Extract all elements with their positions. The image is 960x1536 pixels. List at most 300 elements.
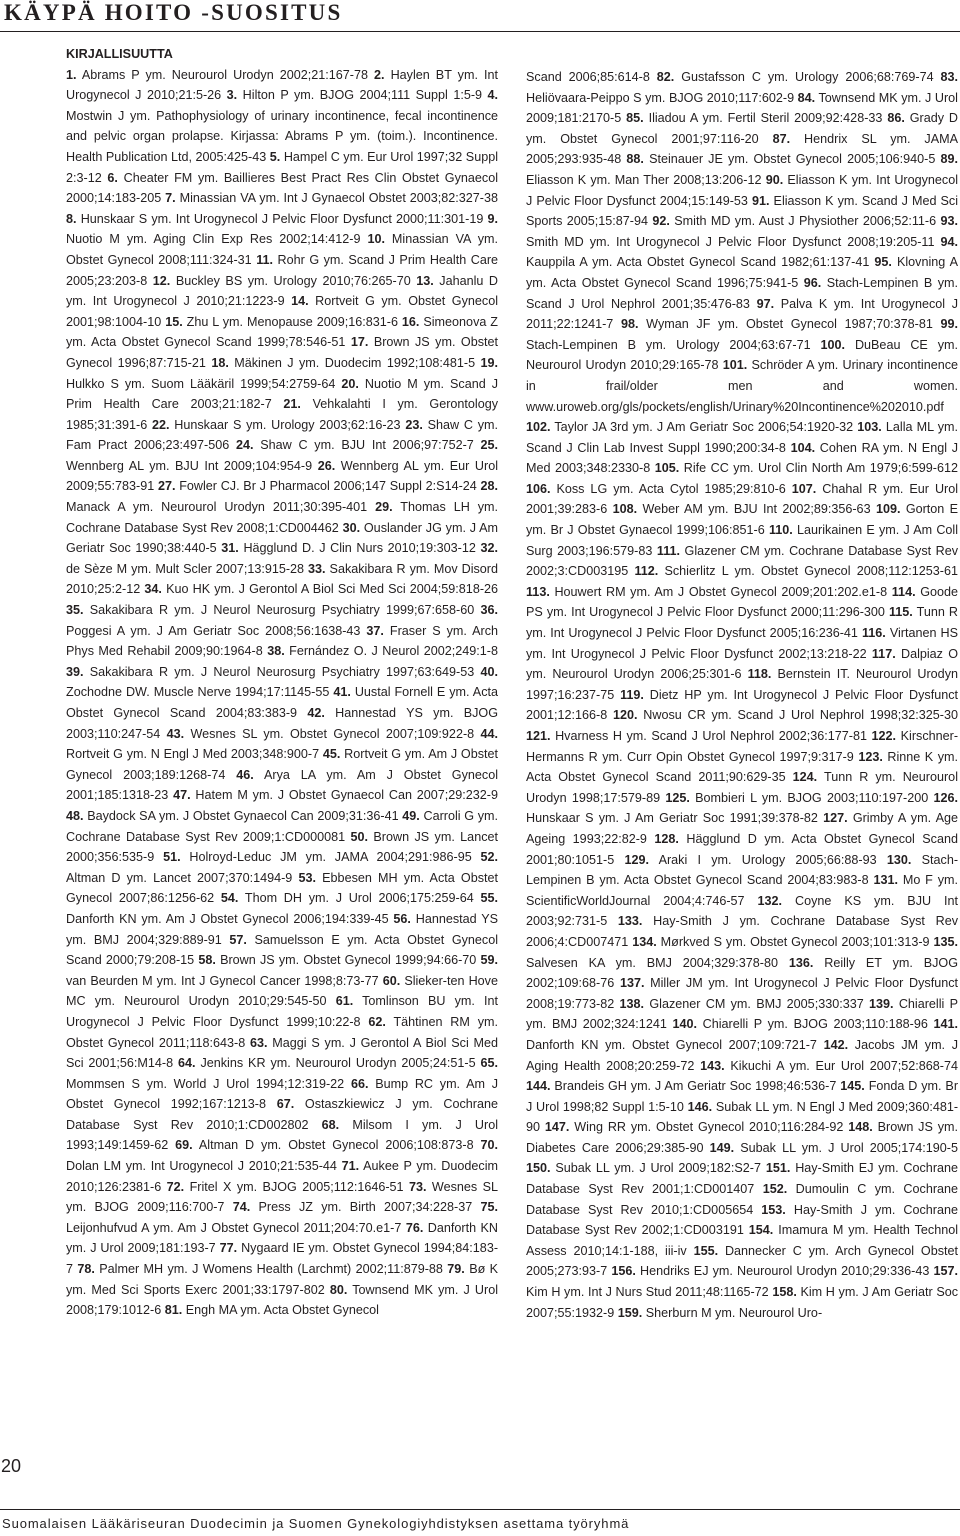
- reference-number: 73.: [408, 1179, 427, 1194]
- reference-number: 99.: [940, 317, 959, 332]
- reference-text: Mo F ym. ScientificWorldJournal 2004;4:746-57: [526, 873, 958, 908]
- reference-text: Mommsen S ym. World J Urol 1994;12:319-22: [66, 1076, 345, 1091]
- reference-number: 107.: [791, 481, 817, 496]
- reference-text: Hilton P ym. BJOG 2004;111 Suppl 1:5-9: [242, 88, 483, 103]
- reference-number: 17.: [350, 335, 369, 350]
- reference-text: Cheater FM ym. Baillieres Best Pract Res Clin Obstet Gynaecol 2000;14:183-205: [66, 170, 499, 206]
- reference-text: Aukee P ym. Duodecim 2010;126:2381-6: [66, 1159, 498, 1194]
- reference-number: 78.: [77, 1262, 95, 1277]
- reference-number: 103.: [857, 420, 882, 435]
- references-list-left: [66, 65, 498, 1321]
- reference-number: 5.: [269, 149, 281, 164]
- references-column-right: [526, 67, 958, 1323]
- reference-number: 143.: [700, 1058, 725, 1073]
- reference-text: Glazener CM ym. Cochrane Database Syst Rev 2002;3:CD003195: [526, 543, 959, 579]
- reference-text: Rinne K ym. Acta Obstet Gynecol Scand 2011;90:629-35: [526, 749, 959, 785]
- reference-text: Nygaard IE ym. Obstet Gynecol 1994;84:183-7: [66, 1241, 499, 1277]
- reference-number: 50.: [350, 829, 369, 844]
- reference-number: 79.: [447, 1262, 465, 1277]
- reference-number: 25.: [480, 438, 499, 453]
- reference-number: 141.: [933, 1017, 958, 1032]
- reference-number: 112.: [634, 564, 659, 579]
- reference-number: 124.: [792, 770, 818, 785]
- reference-text: Stach-Lempinen B ym. Scand J Urol Nephrol 2001;35:476-83: [526, 275, 958, 311]
- reference-text: Subak LL ym. J Urol 2005;174:190-5: [740, 1140, 959, 1155]
- reference-text: Hulkko S ym. Suom Lääkäril 1999;54:2759-64: [66, 376, 336, 391]
- reference-text: Shaw C ym. BJU Int 2006;97:752-7: [260, 438, 474, 453]
- reference-number: 11.: [256, 252, 274, 267]
- reference-number: 67.: [276, 1097, 295, 1112]
- reference-number: 147.: [544, 1120, 570, 1135]
- reference-number: 72.: [166, 1179, 185, 1194]
- reference-number: 48.: [66, 808, 84, 823]
- reference-text: Hay-Smith J ym. Cochrane Database Syst Rev 2006;4:CD007471: [526, 914, 959, 949]
- reference-text: Simeonova Z ym. Acta Obstet Gynecol Scand 1999;78:546-51: [66, 314, 498, 350]
- reference-text: Sherburn M ym. Neurourol Uro-: [645, 1305, 823, 1320]
- reference-text: Fernández O. J Neurol 2002;249:1-8: [289, 644, 499, 659]
- reference-text: Ostaszkiewicz J ym. Cochrane Database Syst Rev 2010;1:CD002802: [66, 1097, 499, 1132]
- reference-number: 47.: [173, 788, 191, 803]
- reference-number: 111.: [656, 543, 681, 558]
- reference-text: Tomlinson BU ym. Int Urogynecol J Pelvic Floor Dysfunct 1999;10:22-8: [66, 994, 498, 1029]
- reference-number: 27.: [157, 479, 176, 494]
- reference-text: Wesnes SL ym. Obstet Gynecol 2007;109:922-8: [190, 726, 475, 741]
- reference-text: Brown JS ym. Lancet 2000;356:535-9: [66, 829, 498, 865]
- reference-text: Minassian VA ym. Obstet Gynecol 2008;111:324-31: [66, 232, 499, 267]
- reference-text: Taylor JA 3rd ym. J Am Geriatr Soc 2006;54:1920-32: [554, 420, 854, 435]
- reference-number: 53.: [298, 870, 316, 885]
- reference-number: 49.: [402, 808, 420, 823]
- reference-text: Wing RR ym. Obstet Gynecol 2010;116:284-92: [574, 1120, 844, 1135]
- reference-number: 127.: [823, 811, 848, 826]
- reference-text: Buckley BS ym. Urology 2010;76:265-70: [175, 273, 411, 288]
- reference-text: Fonda D ym. Br J Urol 1998;82 Suppl 1:5-10: [526, 1079, 959, 1114]
- reference-text: Poggesi A ym. J Am Geriatr Soc 2008;56:1638-43: [66, 623, 361, 638]
- reference-text: Chiarelli P ym. BMJ 2002;324:1241: [526, 996, 959, 1032]
- reference-number: 65.: [480, 1056, 499, 1071]
- reference-text: Kuo HK ym. J Gerontol A Biol Sci Med Sci 2004;59:818-26: [166, 582, 499, 597]
- reference-number: 106.: [526, 481, 551, 496]
- reference-text: Jenkins KR ym. Neurourol Urodyn 2005;24:51-5: [200, 1056, 476, 1071]
- reference-text: Fowler CJ. Br J Pharmacol 2006;147 Suppl 2:S14-24: [179, 479, 477, 494]
- reference-number: 121.: [526, 729, 551, 743]
- reference-text: Houwert RM ym. Am J Obstet Gynecol 2009;201:202.e1-8: [554, 584, 888, 599]
- reference-text: Kim H ym. Int J Nurs Stud 2011;48:1165-72: [526, 1285, 769, 1300]
- reference-text: Wesnes SL ym. BJOG 2009;116:700-7: [66, 1179, 499, 1215]
- reference-number: 95.: [874, 255, 892, 270]
- reference-number: 123.: [858, 749, 883, 764]
- reference-text: Hägglund D ym. Acta Obstet Gynecol Scand 2001;80:1051-5: [526, 831, 958, 867]
- reference-number: 45.: [322, 747, 341, 762]
- reference-number: 126.: [933, 790, 959, 805]
- reference-text: Weber AM ym. BJU Int 2002;89:356-63: [642, 502, 871, 517]
- reference-text: Jahanlu D ym. Int Urogynecol J 2010;21:1223-9: [66, 273, 499, 309]
- reference-number: 84.: [797, 90, 816, 105]
- reference-text: Klovning A ym. Acta Obstet Gynecol Scand 1996;75:941-5: [526, 255, 959, 290]
- reference-number: 115.: [888, 605, 913, 620]
- reference-text: Kim H ym. J Am Geriatr Soc 2007;55:1932-9: [526, 1285, 959, 1320]
- reference-number: 43.: [166, 726, 185, 741]
- reference-text: Kirschner-Hermanns R ym. Curr Opin Obstet Gynecol 1997;9:317-9: [526, 729, 959, 764]
- reference-number: 28.: [480, 479, 499, 494]
- reference-number: 149.: [709, 1140, 735, 1155]
- reference-number: 122.: [871, 729, 897, 743]
- reference-number: 6.: [107, 170, 118, 185]
- reference-number: 74.: [232, 1200, 251, 1215]
- reference-text: Smith MD ym. Int Urogynecol J Pelvic Floor Dysfunct 2008;19:205-11: [526, 234, 935, 249]
- reference-text: Townsend MK ym. J Urol 2008;179:1012-6: [66, 1282, 498, 1318]
- reference-text: Zochodne DW. Muscle Nerve 1994;17:1145-55: [66, 685, 330, 700]
- reference-number: 18.: [211, 355, 229, 370]
- reference-number: 36.: [480, 603, 499, 618]
- reference-text: Gorton E ym. Br J Obstet Gynaecol 1999;106:851-6: [526, 502, 959, 538]
- reference-text: Vehkalahti I ym. Gerontology 1985;31:391-6: [66, 397, 499, 432]
- reference-text: Lalla ML ym. Scand J Clin Lab Invest Suppl 1990;200:34-8: [526, 420, 959, 455]
- reference-text: Altman D ym. Lancet 2007;370:1494-9: [66, 870, 293, 885]
- reference-text: Smith MD ym. Aust J Physiother 2006;52:11-6: [674, 214, 937, 229]
- footer-text: Suomalaisen Lääkäriseuran Duodecimin ja Suomen Gynekologiyhdistyksen asettama työryhmä: [2, 1516, 630, 1531]
- reference-text: Steinauer JE ym. Obstet Gynecol 2005;106:940-5: [649, 152, 936, 167]
- reference-number: 13.: [416, 273, 434, 288]
- reference-number: 1.: [66, 67, 77, 82]
- reference-number: 8.: [66, 211, 77, 226]
- reference-number: 93.: [940, 214, 959, 229]
- reference-text: Holroyd-Leduc JM ym. JAMA 2004;291:986-95: [189, 850, 472, 865]
- reference-number: 29.: [375, 500, 393, 515]
- reference-number: 118.: [747, 667, 772, 682]
- reference-number: 82.: [656, 70, 675, 84]
- reference-number: 86.: [887, 111, 905, 126]
- reference-number: 15.: [165, 314, 183, 329]
- reference-text: Grimby A ym. Age Ageing 1993;22:82-9: [526, 811, 958, 846]
- reference-number: 14.: [291, 294, 309, 309]
- reference-text: Abrams P ym. Neurourol Urodyn 2002;21:167-78: [81, 67, 368, 82]
- reference-text: Mostwin J ym. Pathophysiology of urinary incontinence, fecal incontinence and pelvic organ prolapse. Kirjassa: Abrams P ym. (toim.). Incontinence. Health Publication Ltd, 2005:425-43: [66, 108, 498, 164]
- reference-number: 7.: [165, 191, 176, 206]
- reference-text: Uustal Fornell E ym. Acta Obstet Gynecol Scand 2004;83:383-9: [66, 685, 498, 720]
- header-divider: [0, 31, 960, 32]
- reference-number: 136.: [788, 955, 814, 970]
- reference-text: Townsend MK ym. J Urol 2009;181:2170-5: [526, 90, 958, 126]
- reference-number: 40.: [480, 664, 499, 679]
- reference-number: 31.: [221, 541, 239, 556]
- reference-number: 146.: [687, 1099, 713, 1114]
- reference-number: 59.: [480, 953, 499, 968]
- reference-number: 150.: [526, 1161, 551, 1176]
- reference-number: 46.: [236, 767, 254, 782]
- reference-text: Sakakibara R ym. Mov Disord 2010;25:2-12: [66, 561, 499, 597]
- reference-number: 138.: [619, 996, 645, 1011]
- reference-text: Mäkinen J ym. Duodecim 1992;108:481-5: [234, 355, 476, 370]
- reference-text: Palmer MH ym. J Womens Health (Larchmt) 2002;11:879-88: [99, 1262, 443, 1277]
- reference-text: Samuelsson E ym. Acta Obstet Gynecol Scand 2000;79:208-15: [66, 932, 499, 968]
- reference-text: Rife CC ym. Urol Clin North Am 1979;6:599-612: [683, 461, 958, 476]
- reference-number: 109.: [875, 502, 901, 517]
- reference-text: Mørkved S ym. Obstet Gynecol 2003;101:313-9: [660, 934, 930, 949]
- reference-text: van Beurden M ym. Int J Gynecol Cancer 1998;8:73-77: [66, 973, 379, 988]
- reference-text: Laurikainen E ym. J Am Coll Surg 2003;196:579-83: [526, 523, 959, 558]
- reference-number: 39.: [66, 664, 84, 679]
- reference-number: 51.: [163, 850, 181, 865]
- reference-continuation: Scand 2006;85:614-8: [526, 70, 650, 84]
- reference-number: 113.: [526, 584, 550, 599]
- reference-text: Coyne KS ym. BJU Int 2003;92:731-5: [526, 893, 959, 929]
- reference-number: 88.: [626, 152, 644, 167]
- reference-text: Rohr G ym. Scand J Prim Health Care 2005;23:203-8: [66, 252, 499, 288]
- reference-number: 9.: [487, 211, 499, 226]
- reference-number: 100.: [820, 337, 846, 352]
- reference-number: 91.: [751, 193, 770, 208]
- reference-text: Fraser S ym. Arch Phys Med Rehabil 2009;90:1964-8: [66, 623, 499, 659]
- reference-text: Dietz HP ym. Int Urogynecol J Pelvic Floor Dysfunct 2001;12:166-8: [526, 687, 959, 723]
- reference-number: 23.: [405, 417, 423, 432]
- reference-number: 117.: [871, 646, 896, 661]
- reference-number: 155.: [693, 1243, 719, 1258]
- reference-text: Chiarelli P ym. BJOG 2003;110:188-96: [702, 1017, 928, 1032]
- reference-number: 105.: [654, 461, 680, 476]
- reference-text: Baydock SA ym. J Obstet Gynaecol Can 2009;31:36-41: [87, 808, 399, 823]
- reference-number: 24.: [236, 438, 254, 453]
- reference-text: Hay-Smith EJ ym. Cochrane Database Syst Rev 2001;1:CD001407: [526, 1161, 959, 1197]
- reference-text: Rortveit G ym. Am J Obstet Gynecol 2003;189:1268-74: [66, 747, 499, 782]
- reference-number: 140.: [672, 1017, 697, 1032]
- reference-text: Brown JS ym. Obstet Gynecol 1999;94:66-70: [220, 953, 477, 968]
- reference-number: 52.: [480, 850, 499, 865]
- reference-number: 142.: [823, 1037, 849, 1052]
- reference-text: Eliasson K ym. Man Ther 2008;13:206-12: [526, 172, 762, 187]
- reference-text: Bø K ym. Med Sci Sports Exerc 2001;33:1797-802: [66, 1262, 499, 1297]
- reference-text: DuBeau CE ym. Neurourol Urodyn 2010;29:165-78: [526, 337, 959, 373]
- page-number: 20: [1, 1456, 22, 1476]
- reference-number: 68.: [321, 1117, 340, 1132]
- reference-number: 154.: [748, 1223, 774, 1238]
- reference-number: 101.: [722, 358, 748, 373]
- reference-number: 98.: [620, 317, 639, 332]
- references-list-right: [526, 67, 958, 1323]
- reference-number: 35.: [66, 603, 84, 618]
- reference-text: Palva K ym. Int Urogynecol J 2011;22:1241-7: [526, 296, 959, 332]
- reference-text: Wennberg AL ym. Eur Urol 2009;55:783-91: [66, 458, 499, 494]
- reference-number: 66.: [350, 1076, 369, 1091]
- reference-text: Hatem M ym. J Obstet Gynaecol Can 2007;29:232-9: [195, 788, 499, 803]
- reference-text: Salvesen KA ym. BMJ 2004;329:378-80: [526, 955, 779, 970]
- reference-text: Subak LL ym. J Urol 2009;182:S2-7: [555, 1161, 762, 1176]
- reference-number: 130.: [886, 852, 912, 867]
- reference-text: Zhu L ym. Menopause 2009;16:831-6: [186, 314, 398, 329]
- reference-number: 108.: [612, 502, 638, 517]
- reference-number: 69.: [175, 1138, 193, 1153]
- reference-number: 57.: [229, 932, 247, 947]
- reference-text: Eliasson K ym. Int Urogynecol J Pelvic Floor Dysfunct 2004;15:149-53: [526, 172, 959, 208]
- reference-number: 92.: [652, 214, 670, 229]
- reference-text: Rortveit G ym. Obstet Gynecol 2001;98:1004-10: [66, 294, 499, 329]
- reference-text: Reilly ET ym. BJOG 2002;109:68-76: [526, 955, 959, 991]
- reference-text: Hunskaar S ym. J Am Geriatr Soc 1991;39:378-82: [526, 811, 818, 826]
- reference-number: 75.: [480, 1200, 499, 1215]
- reference-text: Stach-Lempinen B ym. Acta Obstet Gynecol Scand 2004;83:983-8: [526, 852, 959, 888]
- reference-text: Dumoulin C ym. Cochrane Database Syst Rev 2010;1:CD005654: [526, 1182, 959, 1217]
- footer-divider: [0, 1509, 960, 1510]
- reference-number: 33.: [308, 561, 326, 576]
- reference-number: 153.: [761, 1202, 786, 1217]
- reference-number: 83.: [940, 70, 959, 84]
- reference-number: 110.: [768, 523, 793, 538]
- reference-number: 70.: [480, 1138, 499, 1153]
- reference-number: 158.: [772, 1285, 797, 1300]
- reference-text: Bump RC ym. Am J Obstet Gynecol 1992;167:1213-8: [66, 1076, 499, 1112]
- reference-number: 80.: [329, 1282, 348, 1297]
- reference-text: Chahal R ym. Eur Urol 2001;39:283-6: [526, 481, 959, 517]
- references-column-left: [66, 44, 498, 1321]
- reference-number: 157.: [933, 1264, 959, 1279]
- reference-number: 144.: [526, 1079, 551, 1094]
- reference-text: Hendriks EJ ym. Neurourol Urodyn 2010;29:336-43: [640, 1264, 930, 1279]
- reference-text: Nwosu CR ym. Scand J Urol Nephrol 1998;32:325-30: [643, 708, 959, 723]
- reference-number: 34.: [144, 582, 162, 597]
- reference-text: Milsom I ym. J Urol 1993;149:1459-62: [66, 1117, 498, 1153]
- reference-number: 38.: [267, 644, 285, 659]
- reference-number: 62.: [368, 1014, 386, 1029]
- reference-number: 77.: [219, 1241, 238, 1256]
- reference-text: Dolan LM ym. Int Urogynecol J 2010;21:535-44: [66, 1159, 337, 1174]
- reference-number: 76.: [405, 1220, 424, 1235]
- reference-text: Shaw C ym. Fam Pract 2006;23:497-506: [66, 417, 499, 453]
- reference-number: 90.: [765, 172, 784, 187]
- reference-text: Kauppila A ym. Acta Obstet Gynecol Scand 1982;61:137-41: [526, 255, 870, 270]
- reference-number: 89.: [940, 152, 959, 167]
- reference-text: Leijonhufvud A ym. Am J Obstet Gynecol 2011;204:70.e1-7: [66, 1220, 402, 1235]
- reference-text: Brandeis GH ym. J Am Geriatr Soc 1998;46:536-7: [554, 1079, 837, 1094]
- reference-text: Arya LA ym. Am J Obstet Gynecol 2001;185:1318-23: [66, 767, 498, 803]
- reference-text: Hunskaar S ym. Urology 2003;62:16-23: [174, 417, 401, 432]
- reference-text: Rortveit G ym. N Engl J Med 2003;348:900-7: [66, 747, 320, 762]
- reference-number: 26.: [317, 458, 336, 473]
- reference-text: Danforth KN ym. J Urol 2009;181:193-7: [66, 1220, 498, 1256]
- reference-number: 2.: [374, 67, 385, 82]
- reference-text: Hägglund D. J Clin Nurs 2010;19:303-12: [243, 541, 476, 556]
- reference-number: 55.: [480, 891, 498, 906]
- reference-text: Kikuchi A ym. Eur Urol 2007;52:868-74: [730, 1058, 958, 1073]
- reference-text: Maggi S ym. J Gerontol A Biol Sci Med Sci 2001;56:M14-8: [66, 1035, 499, 1071]
- reference-number: 120.: [613, 708, 638, 723]
- reference-text: Minassian VA ym. Int J Gynaecol Obstet 2003;82:327-38: [179, 191, 499, 206]
- reference-text: Thom DH ym. J Urol 2006;175:259-64: [244, 891, 474, 906]
- reference-number: 44.: [480, 726, 498, 741]
- reference-text: Subak LL ym. N Engl J Med 2009;360:481-90: [526, 1099, 959, 1135]
- reference-number: 129.: [624, 852, 650, 867]
- reference-number: 156.: [611, 1264, 636, 1279]
- reference-text: Tunn R ym. Neurourol Urodyn 1998;17:579-89: [526, 770, 958, 805]
- reference-number: 37.: [366, 623, 384, 638]
- reference-number: 114.: [891, 584, 916, 599]
- reference-number: 56.: [393, 911, 411, 926]
- reference-text: Sakakibara R ym. J Neurol Neurosurg Psychiatry 1999;67:658-60: [89, 603, 475, 618]
- reference-number: 104.: [790, 440, 816, 455]
- reference-text: Tähtinen RM ym. Obstet Gynecol 2011;118:643-8: [66, 1014, 498, 1050]
- reference-text: Bernstein IT. Neurourol Urodyn 1997;16:237-75: [526, 667, 958, 702]
- reference-text: Thomas LH ym. Cochrane Database Syst Rev 2008;1:CD004462: [66, 500, 498, 535]
- reference-number: 16.: [401, 314, 420, 329]
- reference-text: Koss LG ym. Acta Cytol 1985;29:810-6: [556, 481, 786, 496]
- reference-text: Jacobs JM ym. J Aging Health 2008;20:259-72: [526, 1037, 959, 1073]
- reference-number: 87.: [772, 131, 791, 146]
- reference-number: 58.: [198, 953, 216, 968]
- reference-number: 148.: [848, 1120, 873, 1135]
- reference-number: 64.: [178, 1056, 196, 1071]
- running-header-title: KÄYPÄ HOITO -SUOSITUS: [4, 0, 343, 25]
- reference-number: 116.: [861, 626, 886, 641]
- reference-text: Danforth KN ym. Am J Obstet Gynecol 2006;194:339-45: [66, 911, 389, 926]
- reference-text: Schierlitz L ym. Obstet Gynecol 2008;112:1253-61: [664, 564, 958, 579]
- reference-number: 32.: [480, 541, 499, 556]
- reference-text: Eliasson K ym. Scand J Med Sci Sports 2005;15:87-94: [526, 193, 959, 229]
- reference-text: Hannestad YS ym. BJOG 2003;110:247-54: [66, 706, 499, 741]
- reference-number: 71.: [341, 1159, 360, 1174]
- reference-text: Hendrix SL ym. JAMA 2005;293:935-48: [526, 131, 959, 167]
- reference-number: 97.: [756, 296, 775, 311]
- reference-text: Hampel C ym. Eur Urol 1997;32 Suppl 2:3-12: [66, 149, 499, 185]
- reference-text: Gustafsson C ym. Urology 2006;68:769-74: [681, 70, 934, 84]
- reference-text: Tunn R ym. Int Urogynecol J Pelvic Floor Dysfunct 2005;16:236-41: [526, 605, 958, 641]
- reference-text: Slieker-ten Hove MC ym. Neurourol Urodyn 2010;29:545-50: [66, 973, 498, 1009]
- reference-number: 152.: [762, 1182, 788, 1197]
- reference-number: 94.: [940, 234, 958, 249]
- reference-number: 133.: [617, 914, 643, 929]
- reference-text: Grady D ym. Obstet Gynecol 2001;97:116-20: [526, 111, 959, 146]
- reference-number: 54.: [220, 891, 239, 906]
- reference-text: Imamura M ym. Health Technol Assess 2010;14:1-188, iii-iv: [526, 1223, 959, 1258]
- reference-text: Haylen BT ym. Int Urogynecol J 2010;21:5-26: [66, 67, 498, 103]
- reference-number: 19.: [480, 355, 499, 370]
- reference-number: 102.: [526, 420, 551, 435]
- reference-number: 12.: [152, 273, 171, 288]
- reference-number: 63.: [249, 1035, 268, 1050]
- reference-text: Goode PS ym. Int Urogynecol J Pelvic Floor Dysfunct 2000;11:296-300: [526, 584, 959, 620]
- reference-text: Press JZ ym. Birth 2007;34:228-37: [258, 1200, 473, 1215]
- reference-text: Engh MA ym. Acta Obstet Gynecol: [185, 1303, 379, 1318]
- reference-text: Wyman JF ym. Obstet Gynecol 1987;70:378-81: [646, 317, 933, 332]
- reference-number: 10.: [367, 232, 385, 247]
- reference-number: 20.: [341, 376, 359, 391]
- reference-text: Manack A ym. Neurourol Urodyn 2011;30:395-401: [66, 500, 368, 515]
- reference-text: Altman D ym. Obstet Gynecol 2006;108:873-8: [198, 1138, 474, 1153]
- reference-number: 96.: [803, 275, 822, 290]
- reference-number: 134.: [632, 934, 657, 949]
- reference-text: Brown JS ym. Obstet Gynecol 1996;87:715-21: [66, 335, 499, 370]
- reference-number: 128.: [654, 831, 679, 846]
- reference-text: Dalpiaz O ym. Neurourol Urodyn 2006;25:301-6: [526, 646, 959, 682]
- reference-text: Iliadou A ym. Fertil Steril 2009;92:428-33: [648, 111, 883, 126]
- reference-number: 81.: [164, 1303, 183, 1318]
- reference-number: 119.: [620, 687, 644, 702]
- reference-text: de Sèze M ym. Mult Scler 2007;13:915-28: [66, 561, 305, 576]
- reference-number: 131.: [873, 873, 898, 888]
- reference-text: Stach-Lempinen B ym. Urology 2004;63:67-71: [526, 337, 811, 352]
- reference-text: Schröder A ym. Urinary incontinence in frail/older men and women. www.uroweb.org/gls/pockets/english/Urinary%20Incontinence%202010.pdf: [526, 358, 959, 414]
- reference-text: Cohen RA ym. N Engl J Med 2003;348:2330-8: [526, 440, 958, 476]
- reference-number: 41.: [333, 685, 351, 700]
- reference-text: Nuotio M ym. Aging Clin Exp Res 2002;14:412-9: [66, 232, 361, 247]
- reference-text: Fritel X ym. BJOG 2005;112:1646-51: [189, 1179, 404, 1194]
- reference-number: 137.: [619, 976, 645, 991]
- reference-text: Nuotio M ym. Scand J Prim Health Care 2003;21:182-7: [66, 376, 499, 412]
- reference-text: Hvarness H ym. Scand J Urol Nephrol 2002;36:177-81: [555, 729, 867, 743]
- reference-text: Heliövaara-Peippo S ym. BJOG 2010;117:602-9: [526, 90, 795, 105]
- reference-number: 85.: [626, 111, 644, 126]
- reference-text: Hannestad YS ym. BMJ 2004;329:889-91: [66, 911, 499, 947]
- reference-number: 135.: [933, 934, 959, 949]
- reference-number: 139.: [869, 996, 894, 1011]
